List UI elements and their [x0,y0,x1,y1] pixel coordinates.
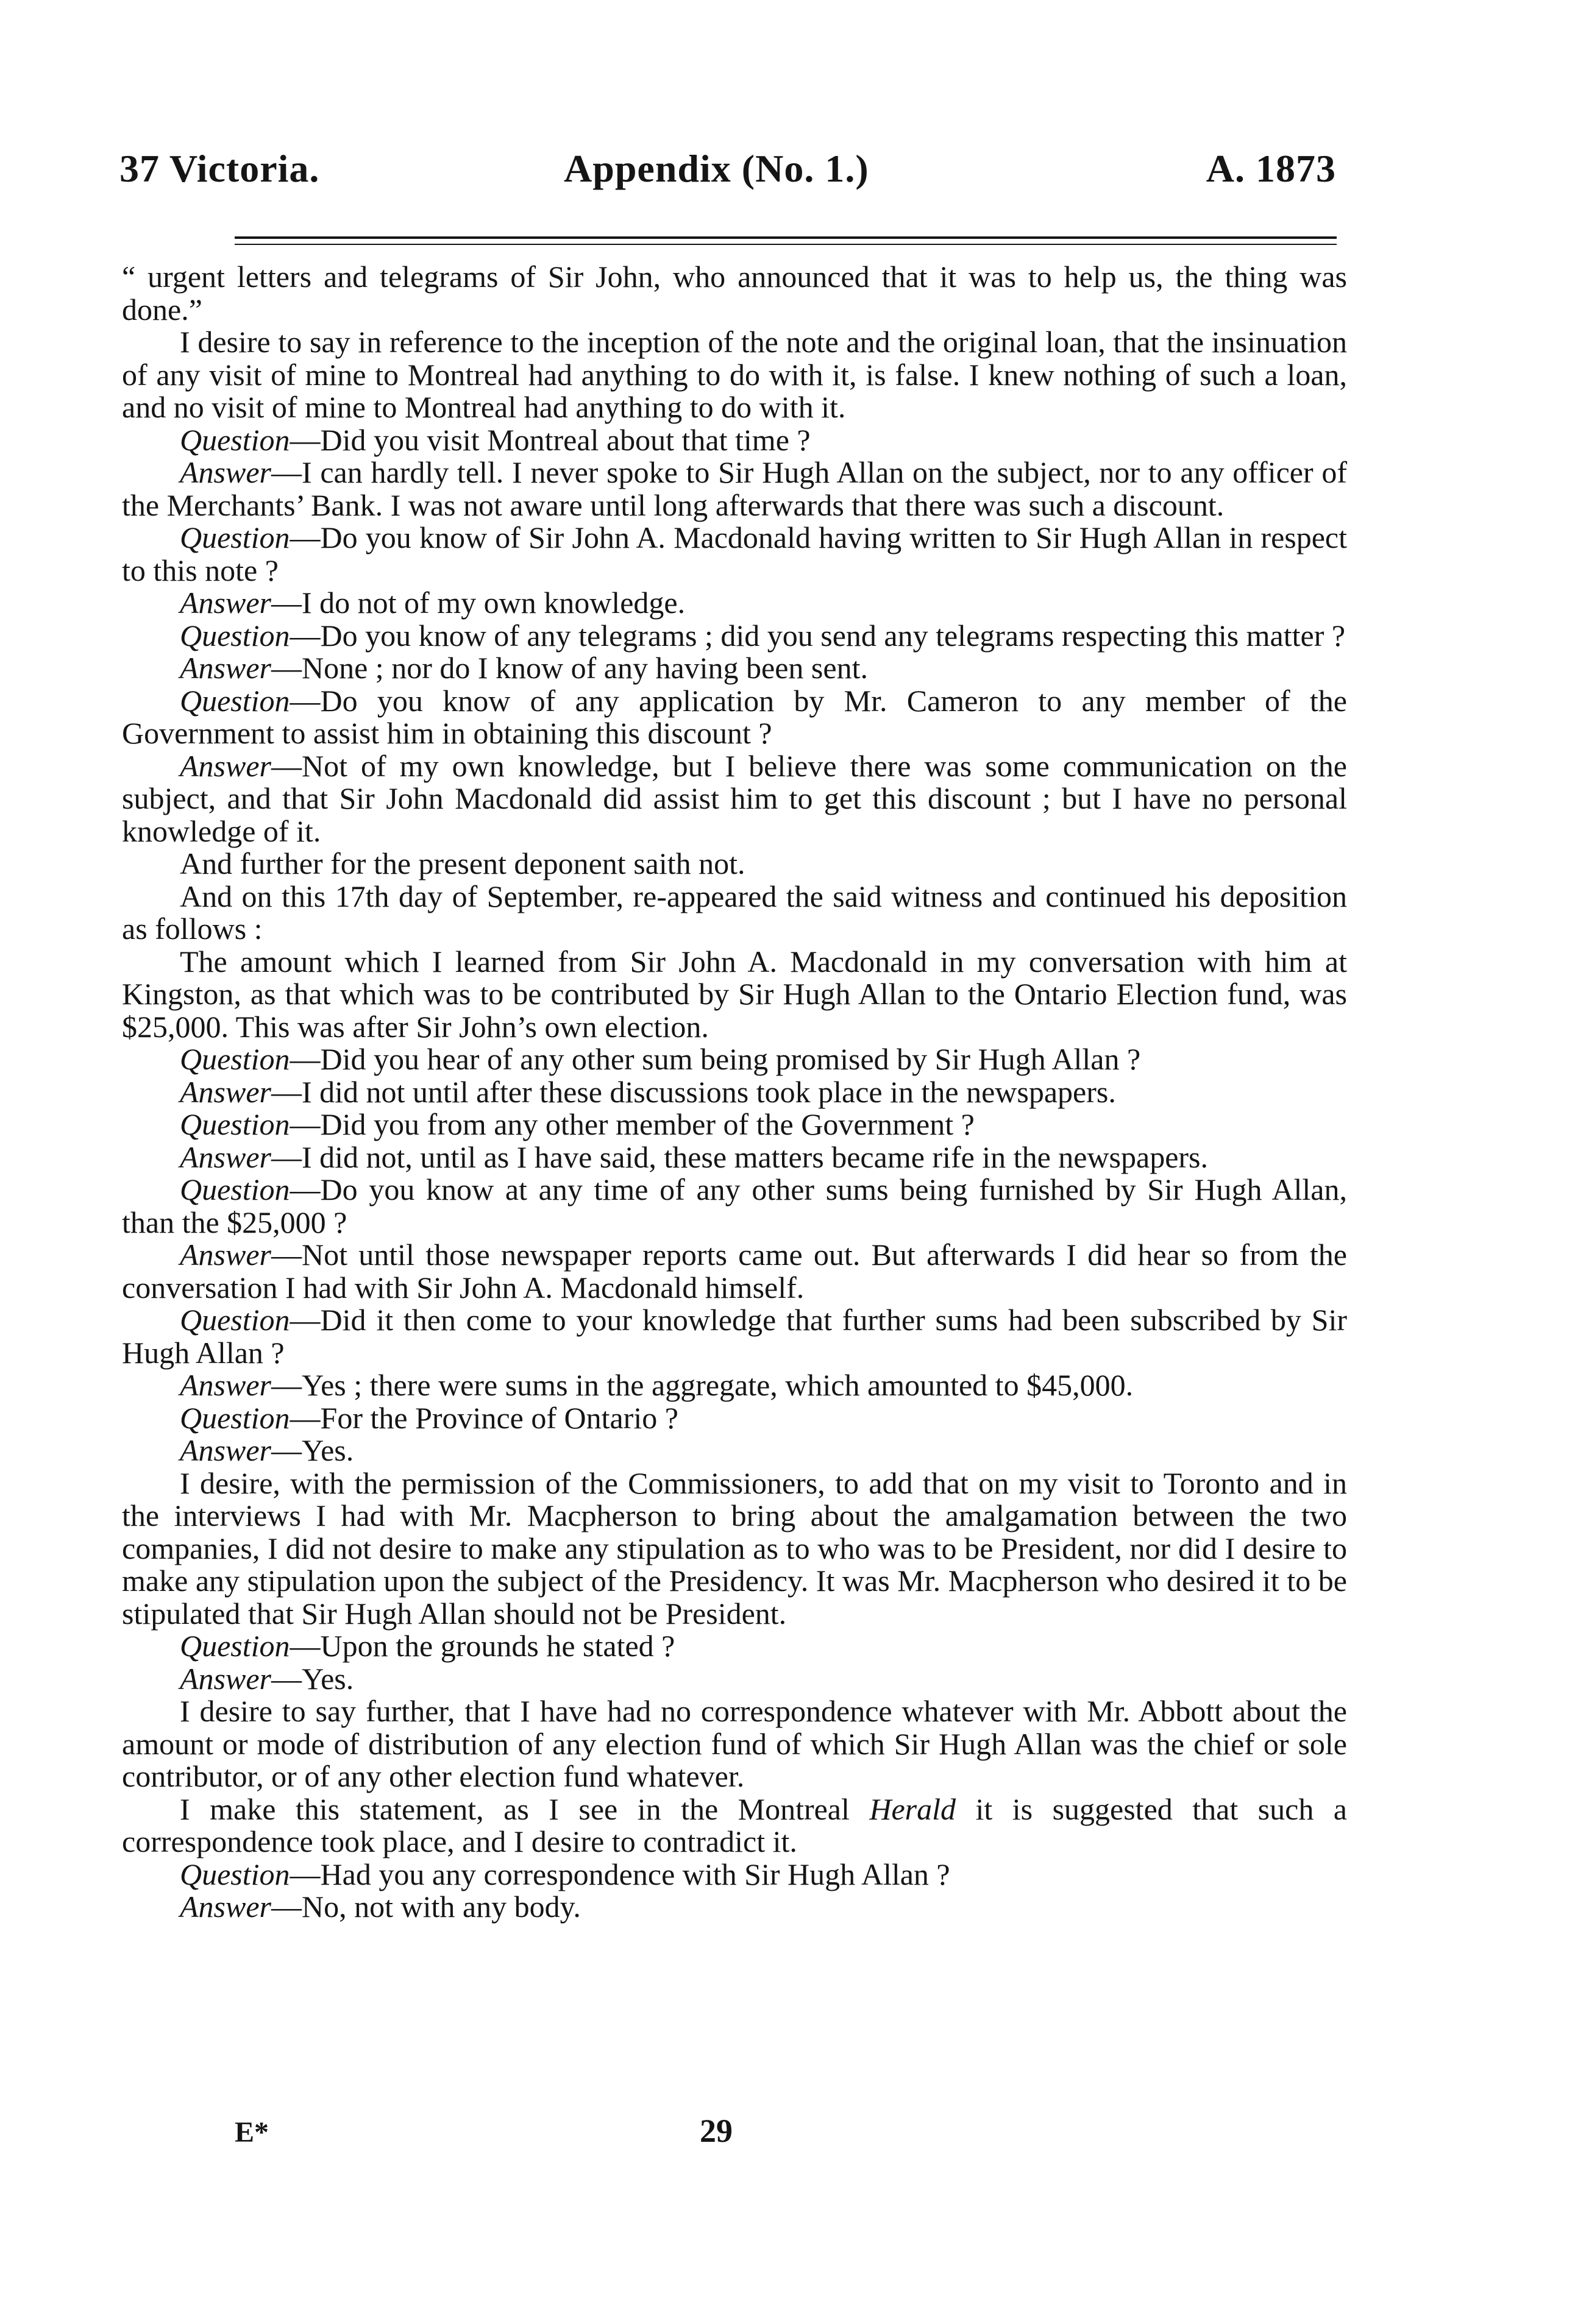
paragraph: And further for the present deponent saith not. [180,846,745,880]
header-rule-thick [235,236,1337,239]
speaker-label: Question [180,1172,290,1206]
paragraph: The amount which I learned from Sir John A. Macdonald in my conversation with him at Kingston, as that which was to be contributed by Sir Hugh Allan to the Ontario Election fund, was $25,000. This was after Sir John’s own election. [122,944,1347,1044]
qa-paragraph: Answer—Not until those newspaper reports came out. But afterwards I did hear so from the conversation I had with Sir John A. Macdonald himself. [122,1238,1347,1305]
qa-paragraph: Question—Had you any correspondence with Sir Hugh Allan ? [180,1857,950,1891]
qa-paragraph: Question—For the Province of Ontario ? [180,1400,678,1435]
speaker-label: Answer [180,748,271,783]
speaker-label: Question [180,520,290,554]
running-head-right: A. 1873 [1206,147,1336,190]
header-rule-thin [235,244,1337,245]
paragraph: “ urgent letters and telegrams of Sir John, who announced that it was to help us, the thing was done.” [122,260,1347,327]
running-head-left: 37 Victoria. [119,147,320,190]
paragraph: I desire, with the permission of the Commissioners, to add that on my visit to Toronto and in the interviews I had with Mr. Macpherson to bring about the amalgamation between the two companies, I did not desire to make any stipulation as to who was to be President, nor did I desire to make any stipulation upon the subject of the Presidency. It was Mr. Macpherson who desired it to be stipulated that Sir Hugh Allan should not be President. [122,1465,1347,1631]
speaker-label: Question [180,1857,290,1891]
speaker-label: Question [180,1107,290,1141]
qa-paragraph: Answer—I did not until after these discussions took place in the newspapers. [180,1074,1116,1109]
newspaper-title: Herald [869,1791,956,1826]
paragraph: I desire to say further, that I have had no correspondence whatever with Mr. Abbott about the amount or mode of distribution of any election fund of which Sir Hugh Allan was the chief or sole contributor, or of any other election fund whatever. [122,1694,1347,1793]
qa-paragraph: Question—Do you know of any application by Mr. Cameron to any member of the Government to assist him in obtaining this discount ? [122,683,1347,750]
speaker-label: Answer [180,1238,271,1272]
qa-paragraph: Answer—None ; nor do I know of any having been sent. [180,651,868,685]
paragraph: I desire to say in reference to the inception of the note and the original loan, that the insinuation of any visit of mine to Montreal had anything to do with it, is false. I knew nothing of such a loan, and no visit of mine to Montreal had anything to do with it. [122,325,1347,424]
paragraph: And on this 17th day of September, re-appeared the said witness and continued his deposition as follows : [122,879,1347,946]
speaker-label: Question [180,618,290,653]
paragraph: I make this statement, as I see in the Montreal Herald it is suggested that such a correspondence took place, and I desire to contradict it. [122,1791,1347,1858]
qa-paragraph: Answer—Yes. [180,1661,354,1696]
speaker-label: Question [180,1629,290,1663]
speaker-label: Question [180,1303,290,1337]
speaker-label: Answer [180,1074,271,1109]
qa-paragraph: Answer—I can hardly tell. I never spoke to Sir Hugh Allan on the subject, nor to any officer of the Merchants’ Bank. I was not aware until long afterwards that there was such a discount. [122,455,1347,522]
speaker-label: Question [180,422,290,457]
speaker-label: Question [180,1042,290,1076]
qa-paragraph: Question—Do you know of Sir John A. Macdonald having written to Sir Hugh Allan in respect to this note ? [122,520,1347,587]
qa-paragraph: Question—Do you know of any telegrams ; did you send any telegrams respecting this matter ? [180,618,1346,653]
qa-paragraph: Question—Did it then come to your knowledge that further sums had been subscribed by Sir Hugh Allan ? [122,1303,1347,1370]
speaker-label: Answer [180,455,271,489]
document-body [122,261,1347,1924]
speaker-label: Answer [180,1368,271,1402]
speaker-label: Answer [180,1890,271,1924]
speaker-label: Question [180,683,290,718]
speaker-label: Answer [180,1433,271,1467]
qa-paragraph: Answer—Not of my own knowledge, but I believe there was some communication on the subject, and that Sir John Macdonald did assist him to get this discount ; but I have no personal knowledge of it. [122,748,1347,848]
qa-paragraph: Answer—Yes ; there were sums in the aggregate, which amounted to $45,000. [180,1368,1134,1402]
page-number: 29 [700,2113,733,2149]
qa-paragraph: Answer—I did not, until as I have said, these matters became rife in the newspapers. [180,1139,1209,1174]
running-head-center: Appendix (No. 1.) [564,147,869,190]
qa-paragraph: Answer—Yes. [180,1433,354,1467]
signature-mark: E* [235,2116,269,2149]
speaker-label: Answer [180,1661,271,1696]
qa-paragraph: Question—Did you visit Montreal about that time ? [180,422,811,457]
speaker-label: Question [180,1400,290,1435]
qa-paragraph: Question—Did you hear of any other sum being promised by Sir Hugh Allan ? [180,1042,1141,1076]
qa-paragraph: Question—Did you from any other member of the Government ? [180,1107,975,1141]
qa-paragraph: Answer—No, not with any body. [180,1890,581,1924]
speaker-label: Answer [180,586,271,620]
speaker-label: Answer [180,1139,271,1174]
qa-paragraph: Question—Do you know at any time of any other sums being furnished by Sir Hugh Allan, than the $25,000 ? [122,1172,1347,1239]
speaker-label: Answer [180,651,271,685]
qa-paragraph: Question—Upon the grounds he stated ? [180,1629,675,1663]
qa-paragraph: Answer—I do not of my own knowledge. [180,586,686,620]
